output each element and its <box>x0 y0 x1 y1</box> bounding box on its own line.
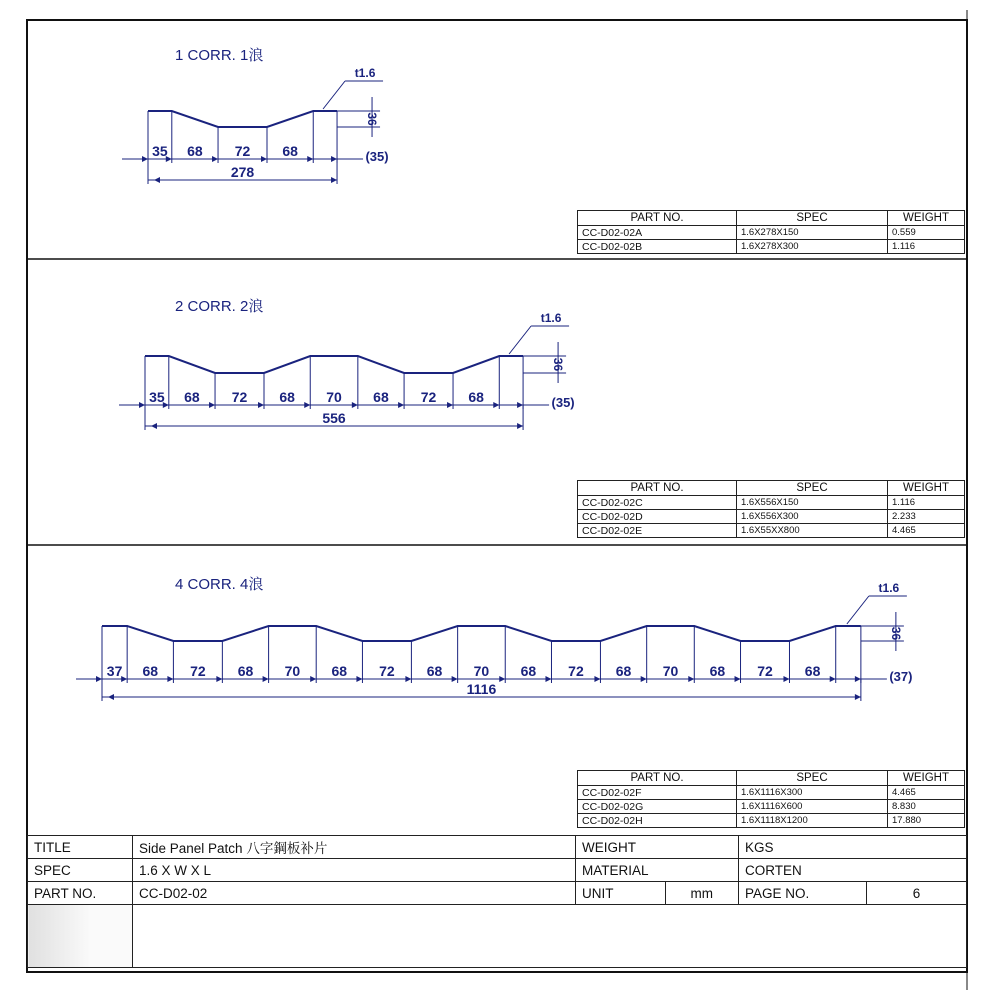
segment-dim-label: 70 <box>662 663 679 679</box>
segment-dim-label: 72 <box>568 663 584 679</box>
dimension-arrowhead <box>331 177 337 183</box>
weight-cell: 0.559 <box>888 226 965 240</box>
table-row <box>578 524 965 538</box>
table-header: SPEC <box>737 211 888 226</box>
dimension-arrowhead <box>545 676 551 682</box>
segment-dim-label: 72 <box>420 389 437 405</box>
total-dim-label: 556 <box>322 410 346 426</box>
segment-dim-label: 68 <box>279 389 295 405</box>
table-row <box>578 814 965 828</box>
profile-line <box>148 111 337 127</box>
segment-dim-label: 35 <box>149 389 165 405</box>
dimension-arrowhead <box>452 676 458 682</box>
segment-dim-label: 68 <box>426 663 443 679</box>
page-value: 6 <box>867 882 967 905</box>
section-1-header: 1 CORR. 1浪 <box>175 47 264 64</box>
segment-dim-label: 72 <box>234 143 251 159</box>
dimension-arrowhead <box>212 156 218 162</box>
blank-row <box>28 905 967 968</box>
segment-dim-label: 72 <box>231 389 248 405</box>
segment-dim-label: 68 <box>373 389 389 405</box>
end-dim-label: (37) <box>889 669 913 684</box>
table-row <box>578 786 965 800</box>
segment-dim-label: 70 <box>284 663 301 679</box>
section-2-header: 2 CORR. 2浪 <box>175 298 264 315</box>
dimension-arrowhead <box>263 676 269 682</box>
segment-dim-label: 72 <box>757 663 773 679</box>
page-label: PAGE NO. <box>739 882 867 905</box>
height-dim-label: 36 <box>551 357 566 372</box>
dimension-arrowhead <box>398 402 404 408</box>
table-header-row <box>578 771 965 786</box>
end-dim-label: (35) <box>551 395 575 410</box>
part-no-cell: CC-D02-02D <box>578 510 737 524</box>
section-1-part-table <box>577 210 965 254</box>
dimension-arrowhead <box>855 676 861 682</box>
spec-label: SPEC <box>28 859 133 882</box>
dimension-arrowhead <box>304 402 310 408</box>
section-3-part-table <box>577 770 965 828</box>
part-label: PART NO. <box>28 882 133 905</box>
material-label: MATERIAL <box>576 859 739 882</box>
material-value: CORTEN <box>739 859 967 882</box>
profile-line <box>145 356 523 373</box>
table-header: SPEC <box>737 481 888 496</box>
thickness-leader <box>509 326 531 354</box>
profile-line <box>102 626 861 641</box>
table-header-row <box>578 481 965 496</box>
dimension-arrowhead <box>261 156 267 162</box>
dimension-arrowhead <box>139 402 145 408</box>
total-dim-label: 1116 <box>466 681 497 697</box>
dimension-arrowhead <box>356 676 362 682</box>
dimension-arrowhead <box>209 402 215 408</box>
dimension-arrowhead <box>258 402 264 408</box>
segment-dim-label: 70 <box>473 663 490 679</box>
table-row <box>578 226 965 240</box>
dimension-arrowhead <box>307 156 313 162</box>
table-header-row <box>578 211 965 226</box>
segment-dim-label: 37 <box>106 663 123 679</box>
table-header: PART NO. <box>578 771 737 786</box>
segment-dim-label: 68 <box>237 663 254 679</box>
segment-dim-label: 68 <box>184 389 200 405</box>
dimension-arrowhead <box>735 676 741 682</box>
dimension-arrowhead <box>154 177 160 183</box>
spec-cell: 1.6X1116X600 <box>737 800 888 814</box>
table-header: WEIGHT <box>888 771 965 786</box>
dimension-arrowhead <box>855 694 861 700</box>
segment-dim-label: 68 <box>520 663 537 679</box>
part-row <box>28 882 967 905</box>
weight-value: KGS <box>739 836 967 859</box>
dimension-arrowhead <box>352 402 358 408</box>
thickness-label: t1.6 <box>878 581 900 595</box>
dimension-arrowhead <box>108 694 114 700</box>
dimension-arrowhead <box>216 676 222 682</box>
dimension-arrowhead <box>517 402 523 408</box>
weight-cell: 2.233 <box>888 510 965 524</box>
spec-value: 1.6 X W X L <box>133 859 576 882</box>
segment-dim-label: 68 <box>615 663 632 679</box>
part-no-cell: CC-D02-02B <box>578 240 737 254</box>
title-value: Side Panel Patch 八字鋼板补片 <box>133 836 576 859</box>
segment-dim-label: 72 <box>190 663 206 679</box>
dimension-arrowhead <box>96 676 102 682</box>
table-header: PART NO. <box>578 211 737 226</box>
height-dim-label: 36 <box>365 112 380 126</box>
weight-cell: 4.465 <box>888 524 965 538</box>
segment-dim-label: 68 <box>468 389 484 405</box>
blank-notes-cell <box>133 905 967 968</box>
title-row <box>28 836 967 859</box>
dimension-arrowhead <box>594 676 600 682</box>
spec-cell: 1.6X278X150 <box>737 226 888 240</box>
part-no-cell: CC-D02-02E <box>578 524 737 538</box>
spec-cell: 1.6X1116X300 <box>737 786 888 800</box>
part-no-cell: CC-D02-02H <box>578 814 737 828</box>
part-no-cell: CC-D02-02C <box>578 496 737 510</box>
spec-cell: 1.6X55XX800 <box>737 524 888 538</box>
segment-dim-label: 68 <box>804 663 821 679</box>
dimension-arrowhead <box>493 402 499 408</box>
weight-cell: 1.116 <box>888 240 965 254</box>
segment-dim-label: 68 <box>331 663 348 679</box>
dimension-arrowhead <box>830 676 836 682</box>
dimension-arrowhead <box>688 676 694 682</box>
dimension-arrowhead <box>517 423 523 429</box>
dimension-arrowhead <box>405 676 411 682</box>
table-header: WEIGHT <box>888 481 965 496</box>
table-row <box>578 496 965 510</box>
part-no-cell: CC-D02-02F <box>578 786 737 800</box>
spec-row <box>28 859 967 882</box>
thickness-label: t1.6 <box>540 311 562 325</box>
weight-cell: 1.116 <box>888 496 965 510</box>
table-row <box>578 800 965 814</box>
segment-dim-label: 68 <box>709 663 726 679</box>
blank-stamp-cell <box>28 905 133 968</box>
part-no-cell: CC-D02-02G <box>578 800 737 814</box>
section-2-part-table <box>577 480 965 538</box>
unit-label: UNIT <box>576 882 666 905</box>
dimension-arrowhead <box>151 423 157 429</box>
spec-cell: 1.6X556X150 <box>737 496 888 510</box>
unit-value: mm <box>665 882 738 905</box>
table-row <box>578 510 965 524</box>
title-label: TITLE <box>28 836 133 859</box>
segment-dim-label: 68 <box>187 143 203 159</box>
thickness-leader <box>323 81 345 109</box>
dimension-arrowhead <box>310 676 316 682</box>
weight-cell: 8.830 <box>888 800 965 814</box>
title-block <box>27 835 967 968</box>
part-value: CC-D02-02 <box>133 882 576 905</box>
thickness-label: t1.6 <box>354 66 376 80</box>
table-row <box>578 240 965 254</box>
dimension-arrowhead <box>783 676 789 682</box>
dimension-arrowhead <box>142 156 148 162</box>
table-header: SPEC <box>737 771 888 786</box>
spec-cell: 1.6X278X300 <box>737 240 888 254</box>
segment-dim-label: 72 <box>379 663 395 679</box>
end-dim-label: (35) <box>365 149 389 164</box>
dimension-arrowhead <box>331 156 337 162</box>
table-header: PART NO. <box>578 481 737 496</box>
weight-cell: 17.880 <box>888 814 965 828</box>
table-header: WEIGHT <box>888 211 965 226</box>
dimension-arrowhead <box>167 676 173 682</box>
height-dim-label: 36 <box>888 626 903 641</box>
dimension-arrowhead <box>499 676 505 682</box>
weight-label: WEIGHT <box>576 836 739 859</box>
section-3-header: 4 CORR. 4浪 <box>175 576 264 593</box>
dimension-arrowhead <box>641 676 647 682</box>
total-dim-label: 278 <box>230 164 255 180</box>
segment-dim-label: 68 <box>282 143 298 159</box>
thickness-leader <box>847 596 869 624</box>
segment-dim-label: 68 <box>142 663 159 679</box>
segment-dim-label: 35 <box>152 143 168 159</box>
dimension-arrowhead <box>447 402 453 408</box>
part-no-cell: CC-D02-02A <box>578 226 737 240</box>
segment-dim-label: 70 <box>326 389 342 405</box>
spec-cell: 1.6X1118X1200 <box>737 814 888 828</box>
spec-cell: 1.6X556X300 <box>737 510 888 524</box>
weight-cell: 4.465 <box>888 786 965 800</box>
